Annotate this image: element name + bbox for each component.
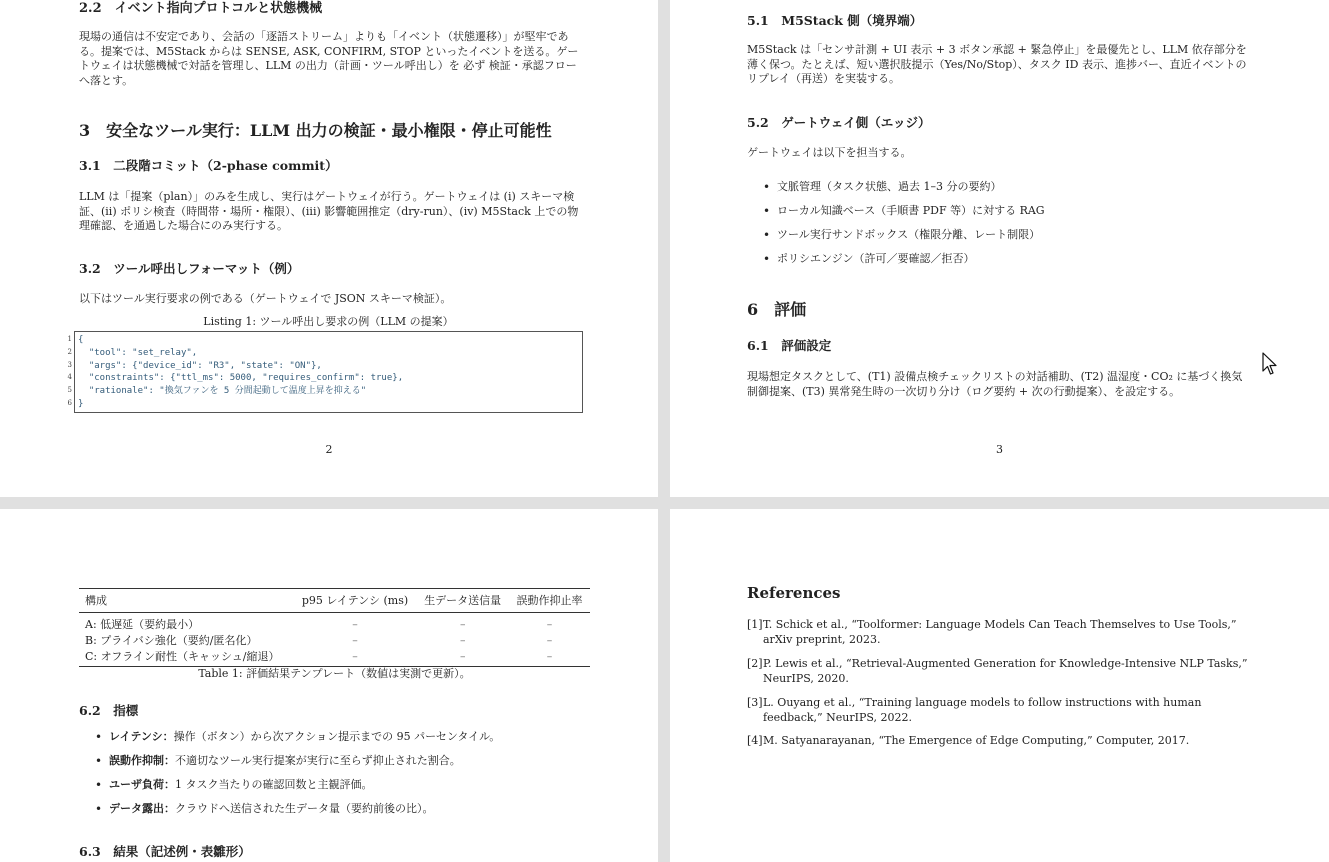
section-6-2-heading: 6.2 指標 [79, 703, 139, 718]
section-3-heading: 3 安全なツール実行：LLM 出力の検証・最小権限・停止可能性 [79, 121, 552, 140]
metric-term: データ露出： [109, 802, 175, 815]
metric-desc: 操作（ボタン）から次アクション提示までの 95 パーセンタイル。 [173, 730, 501, 743]
code-line-numbers [64, 333, 72, 410]
table-row [79, 632, 590, 648]
reference-text: P. Lewis et al., “Retrieval-Augmented Generation for Knowledge-Intensive NLP Tasks,” NeurIPS, 2020. [763, 657, 1248, 685]
code-line: "args": {"device_id": "R3", "state": "ON"}, [78, 360, 322, 371]
table-cell: – [294, 648, 417, 667]
section-3-2-paragraph: 以下はツール実行要求の例である（ゲートウェイで JSON スキーマ検証）。 [79, 292, 452, 305]
line-number: 1 [67, 335, 72, 343]
list-item [93, 754, 593, 778]
reference-item [747, 657, 1250, 686]
metrics-list [93, 730, 593, 826]
code-line: { [78, 335, 84, 345]
code-line: "rationale": "換気ファンを 5 分間起動して温度上昇を抑える" [78, 386, 367, 397]
table-cell: – [459, 617, 466, 631]
reference-number: [1] [747, 618, 763, 631]
gateway-duties-list [761, 180, 1241, 276]
metric-desc: 1 タスク当たりの確認回数と主観評価。 [175, 778, 373, 791]
line-number: 4 [67, 373, 72, 382]
pdf-page-2 [0, 0, 658, 497]
reference-item [747, 734, 1250, 749]
section-6-1-paragraph: 現場想定タスクとして、(T1) 設備点検チェックリストの対話補助、(T2) 温湿度・CO₂ に基づく換気制御提案、(T3) 異常発生時の一次切り分け（ログ要約 + 次の行動提案）、を設定する。 [747, 370, 1243, 398]
list-item [93, 730, 593, 754]
metric-term: ユーザ負荷： [109, 778, 175, 791]
table-cell: – [416, 648, 508, 667]
section-5-2-paragraph: ゲートウェイは以下を担当する。 [747, 146, 912, 159]
table-header: p95 レイテンシ (ms) [294, 589, 417, 613]
code-listing [74, 331, 583, 413]
table-row [79, 613, 590, 633]
section-5-1-heading: 5.1 M5Stack 側（境界端） [747, 13, 923, 28]
line-number: 3 [67, 360, 72, 369]
table-cell: C: オフライン耐性（キャッシュ/縮退） [79, 648, 294, 667]
section-3-2-heading: 3.2 ツール呼出しフォーマット（例） [79, 261, 300, 276]
list-item: • ツール実行サンドボックス（権限分離、レート制限） [761, 228, 1241, 252]
reference-text: T. Schick et al., “Toolformer: Language Models Can Teach Themselves to Use Tools,” arXiv preprint, 2023. [763, 618, 1237, 646]
table-cell: – [352, 633, 358, 647]
line-number: 5 [67, 386, 72, 395]
table-cell: – [546, 633, 553, 647]
list-item: • 文脈管理（タスク状態、過去 1–3 分の要約） [761, 180, 1241, 204]
section-5-2-heading: 5.2 ゲートウェイ側（エッジ） [747, 115, 931, 130]
reference-item [747, 696, 1250, 725]
mouse-pointer-icon [1262, 352, 1278, 376]
reference-text: L. Ouyang et al., “Training language models to follow instructions with human feedback,” NeurIPS, 2022. [763, 696, 1202, 724]
table-header: 生データ送信量 [416, 589, 508, 613]
section-3-1-paragraph: LLM は「提案（plan）」のみを生成し、実行はゲートウェイが行う。ゲートウェイは (i) スキーマ検証、(ii) ポリシ検査（時間帯・場所・権限）、(iii) 影響範囲推定（dry-run）、(iv) M5Stack 上での物理確認、を通過した場合にのみ実行する。 [79, 190, 579, 232]
listing-caption: Listing 1: ツール呼出し要求の例（LLM の提案） [203, 315, 454, 328]
section-6-heading: 6 評価 [747, 300, 807, 319]
table-header: 誤動作抑止率 [509, 589, 590, 613]
code-line: "tool": "set_relay", [78, 347, 198, 358]
section-3-1-heading: 3.1 二段階コミット（2-phase commit） [79, 158, 338, 173]
reference-text: M. Satyanarayanan, “The Emergence of Edge Computing,” Computer, 2017. [763, 734, 1190, 747]
reference-number: [4] [747, 734, 763, 747]
page-number: 3 [996, 443, 1003, 456]
line-number: 6 [67, 398, 72, 407]
table-cell: – [509, 648, 590, 667]
section-5-1-paragraph: M5Stack は「センサ計測 + UI 表示 + 3 ボタン承認 + 緊急停止」を最優先とし、LLM 依存部分を薄く保つ。たとえば、短い選択肢提示（Yes/No/Stop）、タスク ID 表示、進捗バー、直近イベントのリプレイ（再送）を実装する。 [747, 43, 1247, 85]
table-cell: A: 低遅延（要約最小） [85, 618, 200, 631]
page-number: 2 [325, 443, 333, 456]
pdf-page-3 [670, 0, 1329, 497]
line-number: 2 [67, 347, 72, 356]
list-item [93, 802, 593, 826]
reference-number: [2] [747, 657, 763, 670]
table-cell: – [459, 633, 466, 647]
section-2-2-heading: 2.2 イベント指向プロトコルと状態機械 [79, 1, 323, 16]
metric-term: レイテンシ： [109, 730, 174, 743]
code-line: "constraints": {"ttl_ms": 5000, "requires_confirm": true}, [78, 373, 404, 384]
list-item: • ポリシエンジン（許可／要確認／拒否） [761, 252, 1241, 276]
section-6-1-heading: 6.1 評価設定 [747, 338, 832, 353]
table-row [79, 648, 590, 667]
list-item [93, 778, 593, 802]
metric-desc: 不適切なツール実行提案が実行に至らず抑止された割合。 [175, 754, 461, 767]
table-caption: Table 1: 評価結果テンプレート（数値は実測で更新）。 [198, 667, 471, 680]
table-cell: – [352, 617, 358, 631]
references-heading: References [747, 584, 841, 602]
table-cell: B: プライバシ強化（要約/匿名化） [85, 634, 258, 647]
metric-desc: クラウドへ送信された生データ量（要約前後の比）。 [175, 802, 434, 815]
list-item: • ローカル知識ベース（手順書 PDF 等）に対する RAG [761, 204, 1241, 228]
metric-term: 誤動作抑制： [109, 754, 175, 767]
reference-item [747, 618, 1250, 647]
results-table [79, 588, 590, 667]
reference-number: [3] [747, 696, 763, 709]
code-line: } [78, 398, 84, 409]
table-cell: – [546, 617, 553, 631]
table-header: 構成 [79, 589, 294, 613]
pdf-page-4 [0, 509, 658, 862]
section-6-3-heading: 6.3 結果（記述例・表雛形） [79, 844, 251, 859]
section-2-2-paragraph: 現場の通信は不安定であり、会話の「逐語ストリーム」よりも「イベント（状態遷移）」が堅牢である。提案では、M5Stack からは SENSE, ASK, CONFIRM, STOP といったイベントを送る。ゲートウェイは状態機械で対話を管理し、LLM の出力（計画・ツール呼出し）を 必ず 検証・承認フローへ落とす。 [79, 30, 579, 87]
